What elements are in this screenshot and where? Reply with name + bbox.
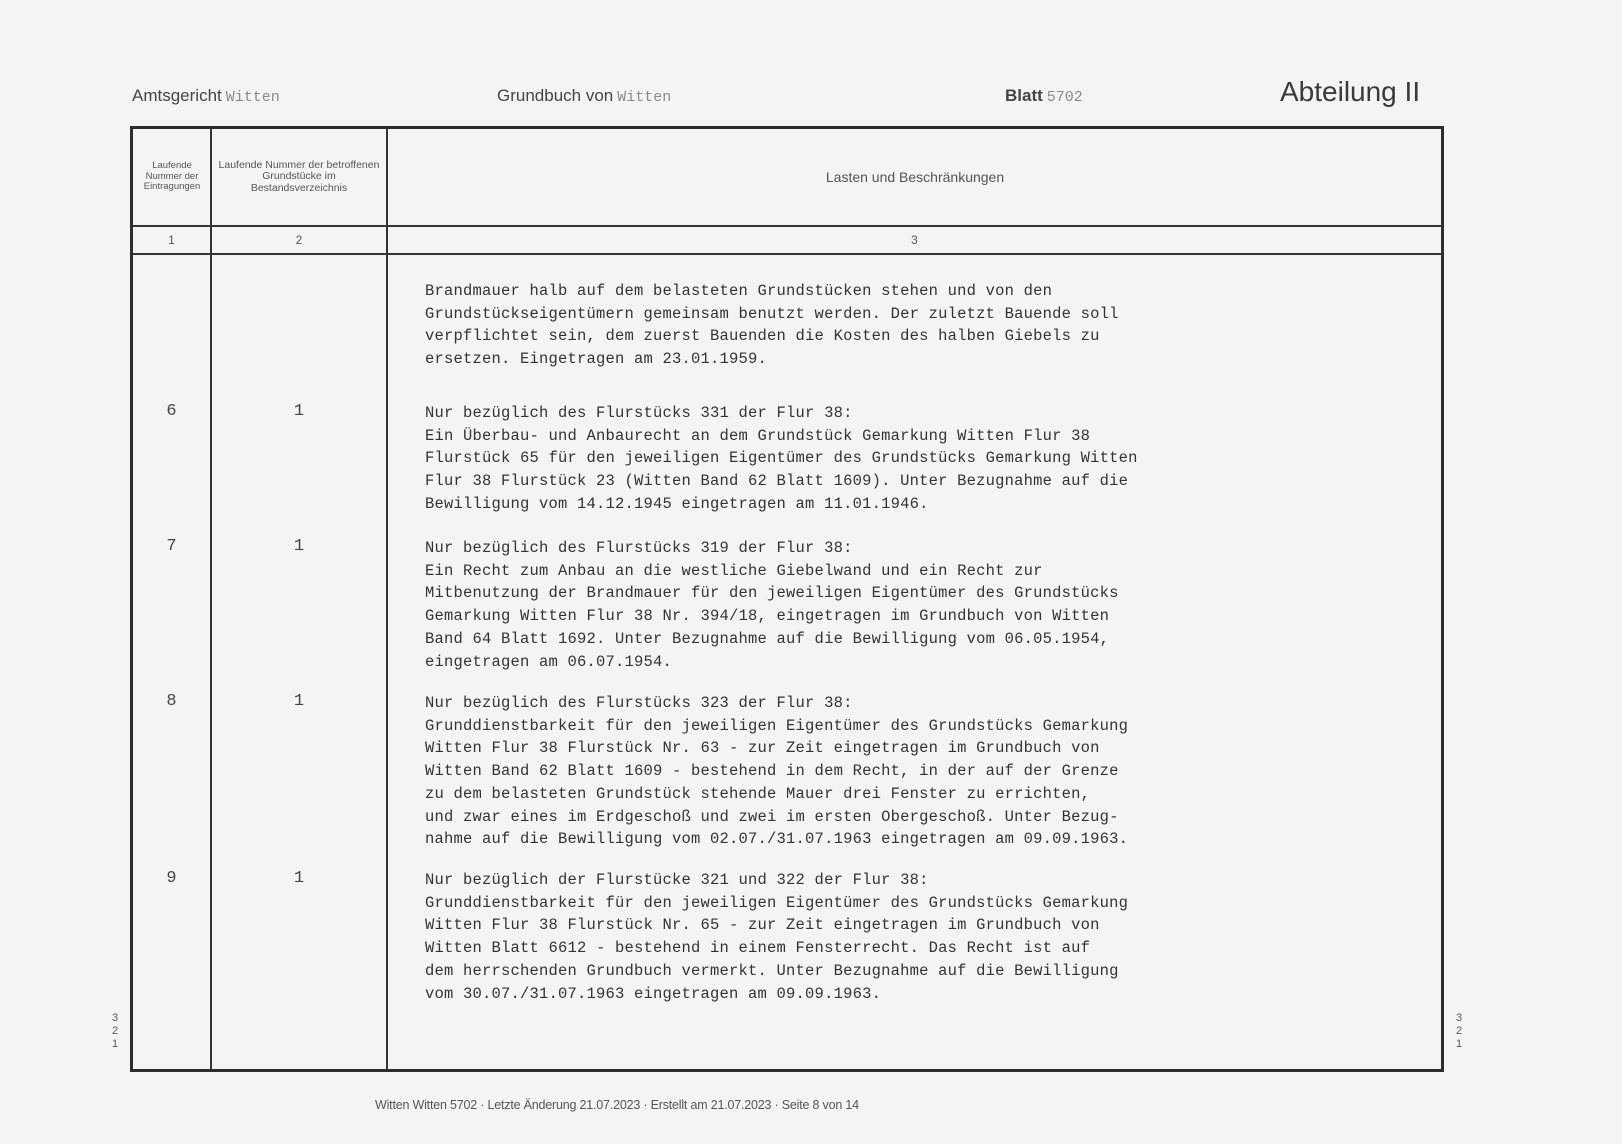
court-value: Witten [225, 89, 280, 106]
entry-parcel: 1 [293, 692, 305, 711]
entry-number: 6 [166, 402, 177, 421]
court-label: Amtsgericht [132, 86, 222, 105]
page-footer: Witten Witten 5702 · Letzte Änderung 21.07.2023 · Erstellt am 21.07.2023 · Seite 8 von 14 [375, 1098, 859, 1112]
blatt-value: 5702 [1046, 89, 1083, 106]
column-header-2: Laufende Nummer der betroffenen Grundstücke im Bestandsverzeichnis [218, 158, 380, 194]
grundbuch-value: Witten [617, 89, 672, 106]
right-margin-marks: 3 2 1 [1456, 1012, 1463, 1050]
entry-text: Nur bezüglich des Flurstücks 319 der Flur 38: Ein Recht zum Anbau an die westliche Giebelwand und ein Recht zur Mitbenutzung der Brandmauer für den jeweiligen Eigentümer des Grundstücks Gemarkung Witten Flur 38 Nr. 394/18, eingetragen im Grundbuch von Witten Band 64 Blatt 1692. Unter Bezugnahme auf die Bewilligung vom 06.05.1954, eingetragen am 06.07.1954. [425, 539, 1119, 671]
blatt-header [1005, 86, 1083, 106]
blatt-label: Blatt [1005, 86, 1043, 105]
column-number-2: 2 [295, 233, 303, 247]
entry-parcel: 1 [293, 402, 305, 421]
entry-text: Nur bezüglich der Flurstücke 321 und 322 der Flur 38: Grunddienstbarkeit für den jeweiligen Eigentümer des Grundstücks Gemarkung Witten Flur 38 Flurstück Nr. 65 - zur Zeit eingetragen im Grundbuch von Witten Blatt 6612 - bestehend in einem Fensterrecht. Das Recht ist auf dem herrschenden Grundbuch vermerkt. Unter Bezugnahme auf die Bewilligung vom 30.07./31.07.1963 eingetragen am 09.09.1963. [425, 871, 1129, 1003]
entry-parcel: 1 [293, 869, 305, 888]
entry-number: 9 [166, 869, 177, 888]
entry-text: Nur bezüglich des Flurstücks 331 der Flur 38: Ein Überbau- und Anbaurecht an dem Grundstück Gemarkung Witten Flur 38 Flurstück 65 für den jeweiligen Eigentümer des Grundstücks Gemarkung Witten Flur 38 Flurstück 23 (Witten Band 62 Blatt 1609). Unter Bezugnahme auf die Bewilligung vom 14.12.1945 eingetragen am 11.01.1946. [425, 404, 1138, 513]
entry-number: 7 [166, 537, 177, 556]
grundbuch-header [497, 86, 671, 106]
column-divider [386, 129, 388, 1069]
entry-parcel: 1 [293, 537, 305, 556]
grundbuch-label: Grundbuch von [497, 86, 614, 105]
abteilung-title: Abteilung II [1280, 76, 1421, 107]
left-margin-marks: 3 2 1 [112, 1012, 119, 1050]
column-number-3: 3 [911, 233, 918, 247]
court-header [132, 86, 280, 106]
continuation-text: Brandmauer halb auf dem belasteten Grundstücken stehen und von den Grundstückseigentümern gemeinsam benutzt werden. Der zuletzt Bauende soll verpflichtet sein, dem zuerst Bauenden die Kosten des halben Giebels zu ersetzen. Eingetragen am 23.01.1959. [425, 282, 1119, 369]
entry-number: 8 [166, 692, 177, 711]
column-divider [210, 129, 212, 1069]
column-header-1: Laufende Nummer der Eintragungen [143, 160, 201, 193]
column-number-divider [133, 253, 1441, 255]
column-header-3: Lasten und Beschränkungen [825, 169, 1005, 185]
register-table [130, 126, 1444, 1072]
column-number-1: 1 [168, 233, 175, 247]
entry-text: Nur bezüglich des Flurstücks 323 der Flur 38: Grunddienstbarkeit für den jeweiligen Eigentümer des Grundstücks Gemarkung Witten Flur 38 Flurstück Nr. 63 - zur Zeit eingetragen im Grundbuch von Witten Band 62 Blatt 1609 - bestehend in dem Recht, in der auf der Grenze zu dem belasteten Grundstück stehende Mauer drei Fenster zu errichten, und zwar eines im Erdgeschoß und zwei im ersten Obergeschoß. Unter Bezug- nahme auf die Bewilligung vom 02.07./31.07.1963 eingetragen am 09.09.1963. [425, 694, 1129, 849]
